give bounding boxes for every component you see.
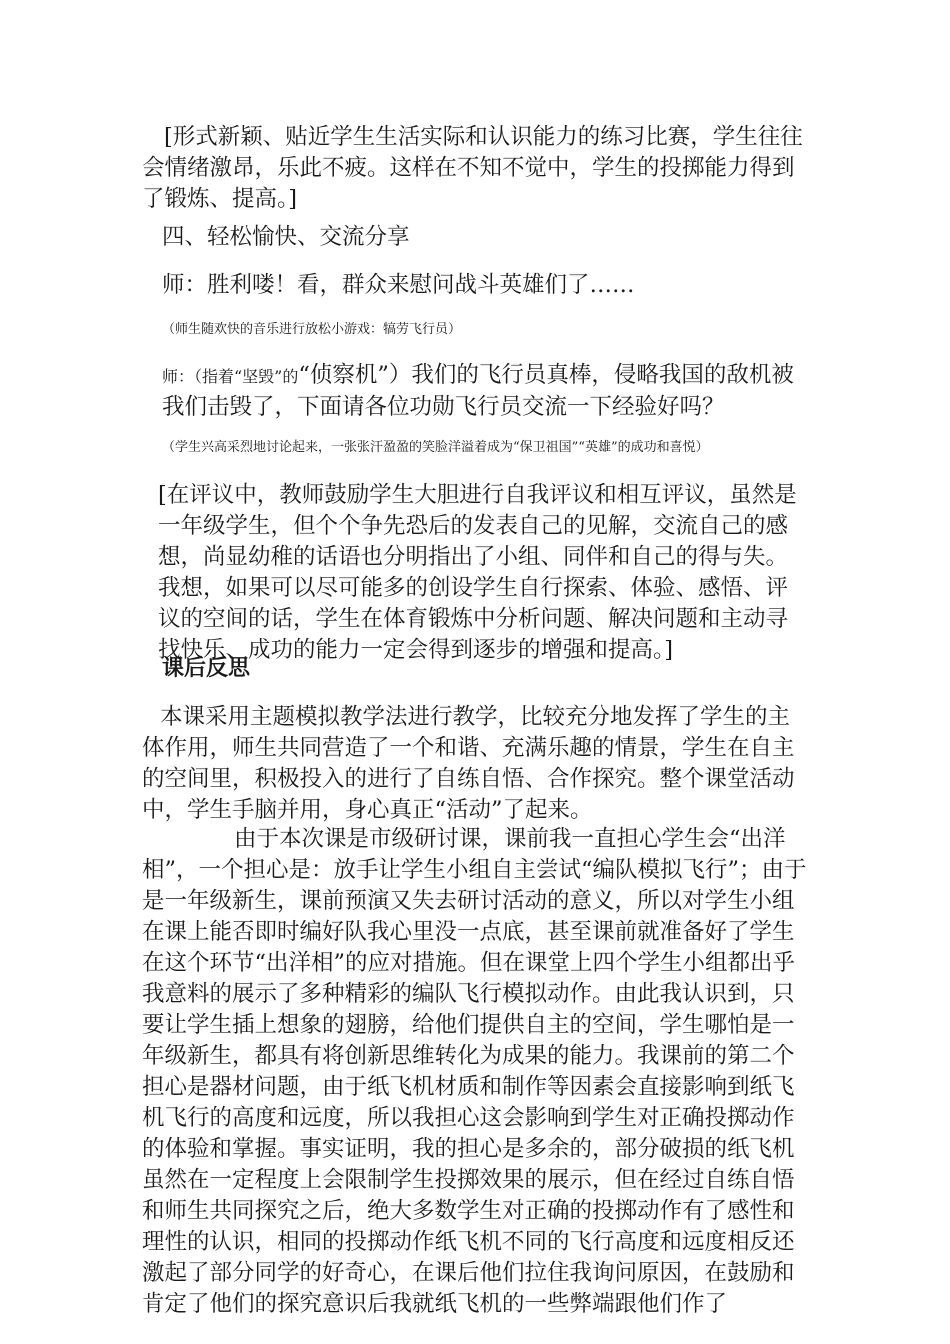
teacher-line-victory: 师：胜利喽！看，群众来慰问战斗英雄们了…… bbox=[162, 272, 635, 298]
stage-note-discussion: （学生兴高采烈地讨论起来，一张张汗盈盈的笑脸洋溢着成为“保卫祖国”“英雄”的成功和喜悦） bbox=[162, 440, 709, 455]
teacher-line-rest: ）我们的飞行员真棒，侵略我国的敌机被我们击毁了，下面请各位功勋飞行员交流一下经验好吗？ bbox=[162, 362, 794, 420]
paragraph-evaluation: [在评议中，教师鼓励学生大胆进行自我评议和相互评议，虽然是一年级学生，但个个争先恐后的发表自己的见解，交流自己的感想，尚显幼稚的话语也分明指出了小组、同伴和自己的得与失。我想，如果可以尽可能多的创设学生自行探索、体验、感悟、评议的空间的话，学生在体育锻炼中分析问题、解决问题和主动寻找快乐、成功的能力一定会得到逐步的增强和提高。] bbox=[158, 482, 797, 663]
teacher-line-pilots bbox=[142, 360, 810, 423]
teacher-line-prefix: 师：（指着“坚毁”的 bbox=[162, 367, 299, 386]
paragraph-practice-competition: [形式新颖、贴近学生生活实际和认识能力的练习比赛，学生往往会情绪激昂，乐此不疲。这样在不知不觉中，学生的投掷能力得到了锻炼、提高。] bbox=[142, 124, 803, 212]
paragraph-reflection-detail: 由于本次课是市级研讨课，课前我一直担心学生会“出洋相”，一个担心是：放手让学生小组自主尝试“编队模拟飞行”；由于是一年级新生，课前预演又失去研讨活动的意义，所以对学生小组在课上能否即时编好队我心里没一点底，甚至课前就准备好了学生在这个环节“出洋相”的应对措施。但在课堂上四个学生小组都出乎我意料的展示了多种精彩的编队飞行模拟动作。由此我认识到，只要让学生插上想象的翅膀，给他们提供自主的空间，学生哪怕是一年级新生，都具有将创新思维转化为成果的能力。我课前的第二个担心是器材问题，由于纸飞机材质和制作等因素会直接影响到纸飞机飞行的高度和远度，所以我担心这会影响到学生对正确投掷动作的体验和掌握。事实证明，我的担心是多余的，部分破损的纸飞机虽然在一定程度上会限制学生投掷效果的展示，但在经过自练自悟和师生共同探究之后，绝大多数学生对正确的投掷动作有了感性和理性的认识，相同的投掷动作纸飞机不同的飞行高度和远度相反还激起了部分同学的好奇心，在课后他们拉住我询问原因，在鼓励和肯定了他们的探究意识后我就纸飞机的一些弊端跟他们作了 bbox=[142, 826, 807, 1317]
teacher-line-quote: “侦察机” bbox=[298, 362, 389, 388]
section-heading-reflection: 课后反思 bbox=[162, 656, 251, 681]
stage-note-relax-game: （师生随欢快的音乐进行放松小游戏：犒劳飞行员） bbox=[162, 322, 462, 337]
paragraph-reflection-intro: 本课采用主题模拟教学法进行教学，比较充分地发挥了学生的主体作用，师生共同营造了一个和谐、充满乐趣的情景，学生在自主的空间里，积极投入的进行了自练自悟、合作探究。整个课堂活动中，学生手脑并用，身心真正“活动”了起来。 bbox=[142, 704, 795, 823]
section-heading-4: 四、轻松愉快、交流分享 bbox=[162, 224, 410, 250]
